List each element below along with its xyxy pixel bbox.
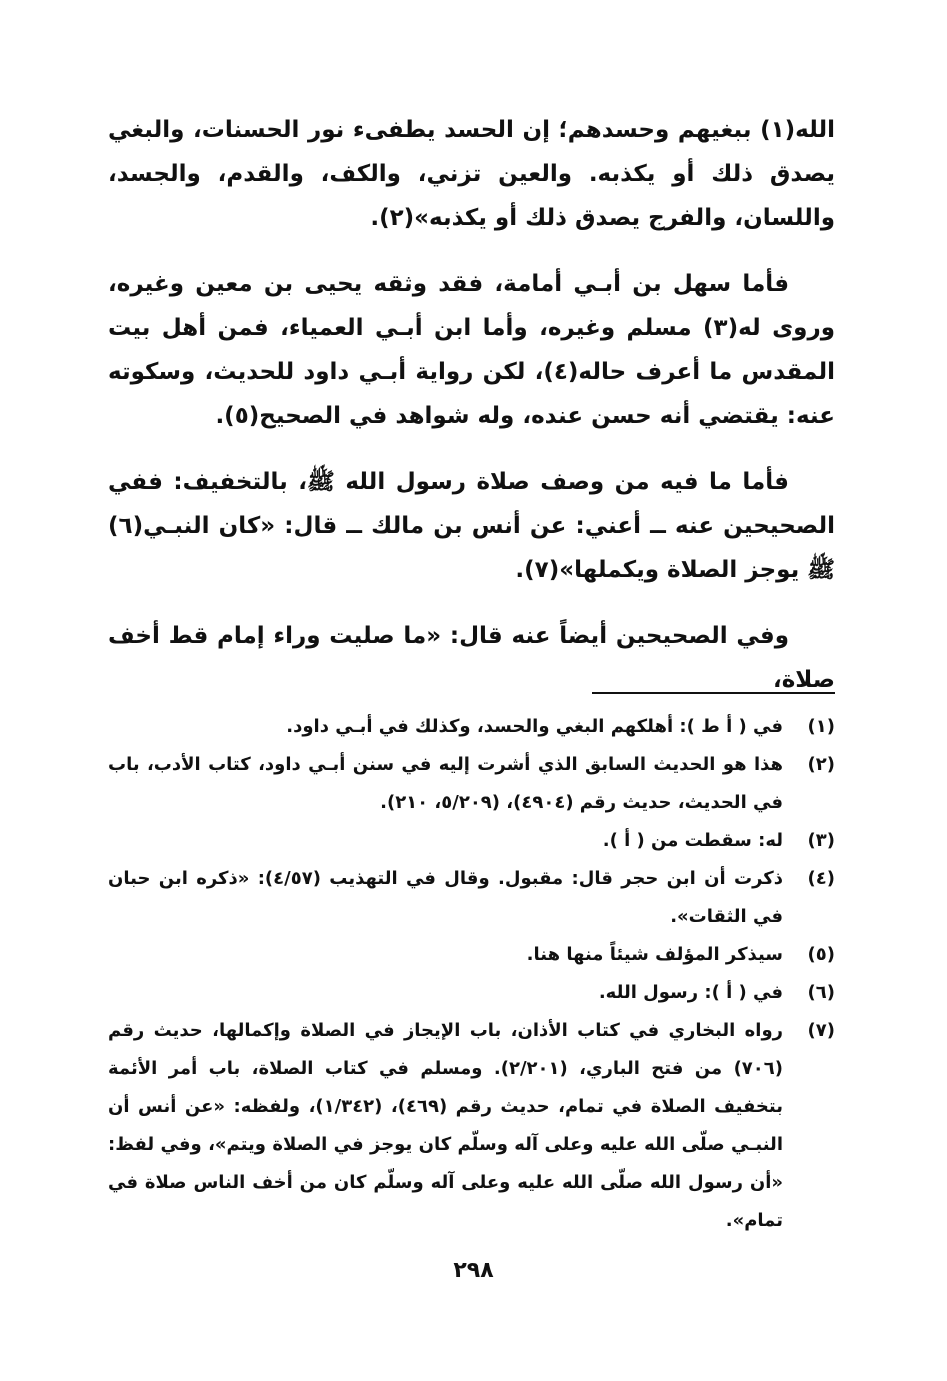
- footnote-5: [108, 936, 835, 974]
- paragraph-2: فأما سهل بن أبـي أمامة، فقد وثقه يحيى بن معين وغيره، وروى له(٣) مسلم وغيره، وأما ابن أبـي العمياء، فمن أهل بيت المقدس ما أعرف حاله(٤)، لكن رواية أبـي داود للحديث، وسكوته عنه: يقتضي أنه حسن عنده، وله شواهد في الصحيح(٥).: [108, 271, 835, 429]
- footnote-7: [108, 1012, 835, 1240]
- footnote-4: [108, 860, 835, 936]
- footnote-number: (٦): [807, 982, 835, 1003]
- footnote-text: له: سقطت من ( أ ).: [602, 830, 783, 851]
- footnote-number: (١): [807, 716, 835, 737]
- footnote-text: ذكرت أن ابن حجر قال: مقبول. وقال في التهذيب (٤/٥٧): «ذكره ابن حبان في الثقات».: [108, 868, 783, 927]
- footnote-text: هذا هو الحديث السابق الذي أشرت إليه في سنن أبـي داود، كتاب الأدب، باب في الحديث، حديث رقم (٤٩٠٤)، (٥/٢٠٩، ٢١٠).: [108, 754, 783, 813]
- footnote-number: (٣): [807, 830, 835, 851]
- footnote-3: [108, 822, 835, 860]
- paragraph-3: فأما ما فيه من وصف صلاة رسول الله ﷺ، بالتخفيف: ففي الصحيحين عنه ــ أعني: عن أنس بن مالك ــ قال: «كان النبـي(٦) ﷺ يوجز الصلاة ويكملها»(٧).: [108, 469, 835, 583]
- footnote-number: (٥): [807, 944, 835, 965]
- footnote-number: (٧): [807, 1020, 835, 1041]
- footnote-text: في ( أ ): رسول الله.: [598, 982, 783, 1003]
- main-text: [108, 108, 835, 724]
- paragraph-4: وفي الصحيحين أيضاً عنه قال: «ما صليت وراء إمام قط أخف صلاة،: [108, 623, 835, 693]
- footnotes: [108, 708, 835, 1240]
- paragraph-1: الله(١) ببغيهم وحسدهم؛ إن الحسد يطفىء نور الحسنات، والبغي يصدق ذلك أو يكذبه. والعين تزني، والكف، والقدم، والجسد، واللسان، والفرج يصدق ذلك أو يكذبه»(٢).: [108, 117, 835, 231]
- footnote-separator: [592, 692, 835, 694]
- footnote-number: (٢): [807, 754, 835, 775]
- page-number: ٢٩٨: [453, 1258, 494, 1283]
- footnote-text: في ( أ ط ): أهلكهم البغي والحسد، وكذلك في أبـي داود.: [286, 716, 783, 737]
- footnote-1: [108, 708, 835, 746]
- footnote-2: [108, 746, 835, 822]
- footnote-text: رواه البخاري في كتاب الأذان، باب الإيجاز في الصلاة وإكمالها، حديث رقم (٧٠٦) من فتح الباري، (٢/٢٠١). ومسلم في كتاب الصلاة، باب أمر الأئمة بتخفيف الصلاة في تمام، حديث رقم (٤٦٩)، (١/٣٤٢)، ولفظه: «عن أنس أن النبـي صلّى الله عليه وعلى آله وسلّم كان يوجز في الصلاة ويتم»، وفي لفظ: «أن رسول الله صلّى الله عليه وعلى آله وسلّم كان من أخف الناس صلاة في تمام».: [108, 1020, 783, 1231]
- footnote-number: (٤): [807, 868, 835, 889]
- footnote-6: [108, 974, 835, 1012]
- footnote-text: سيذكر المؤلف شيئاً منها هنا.: [526, 944, 783, 965]
